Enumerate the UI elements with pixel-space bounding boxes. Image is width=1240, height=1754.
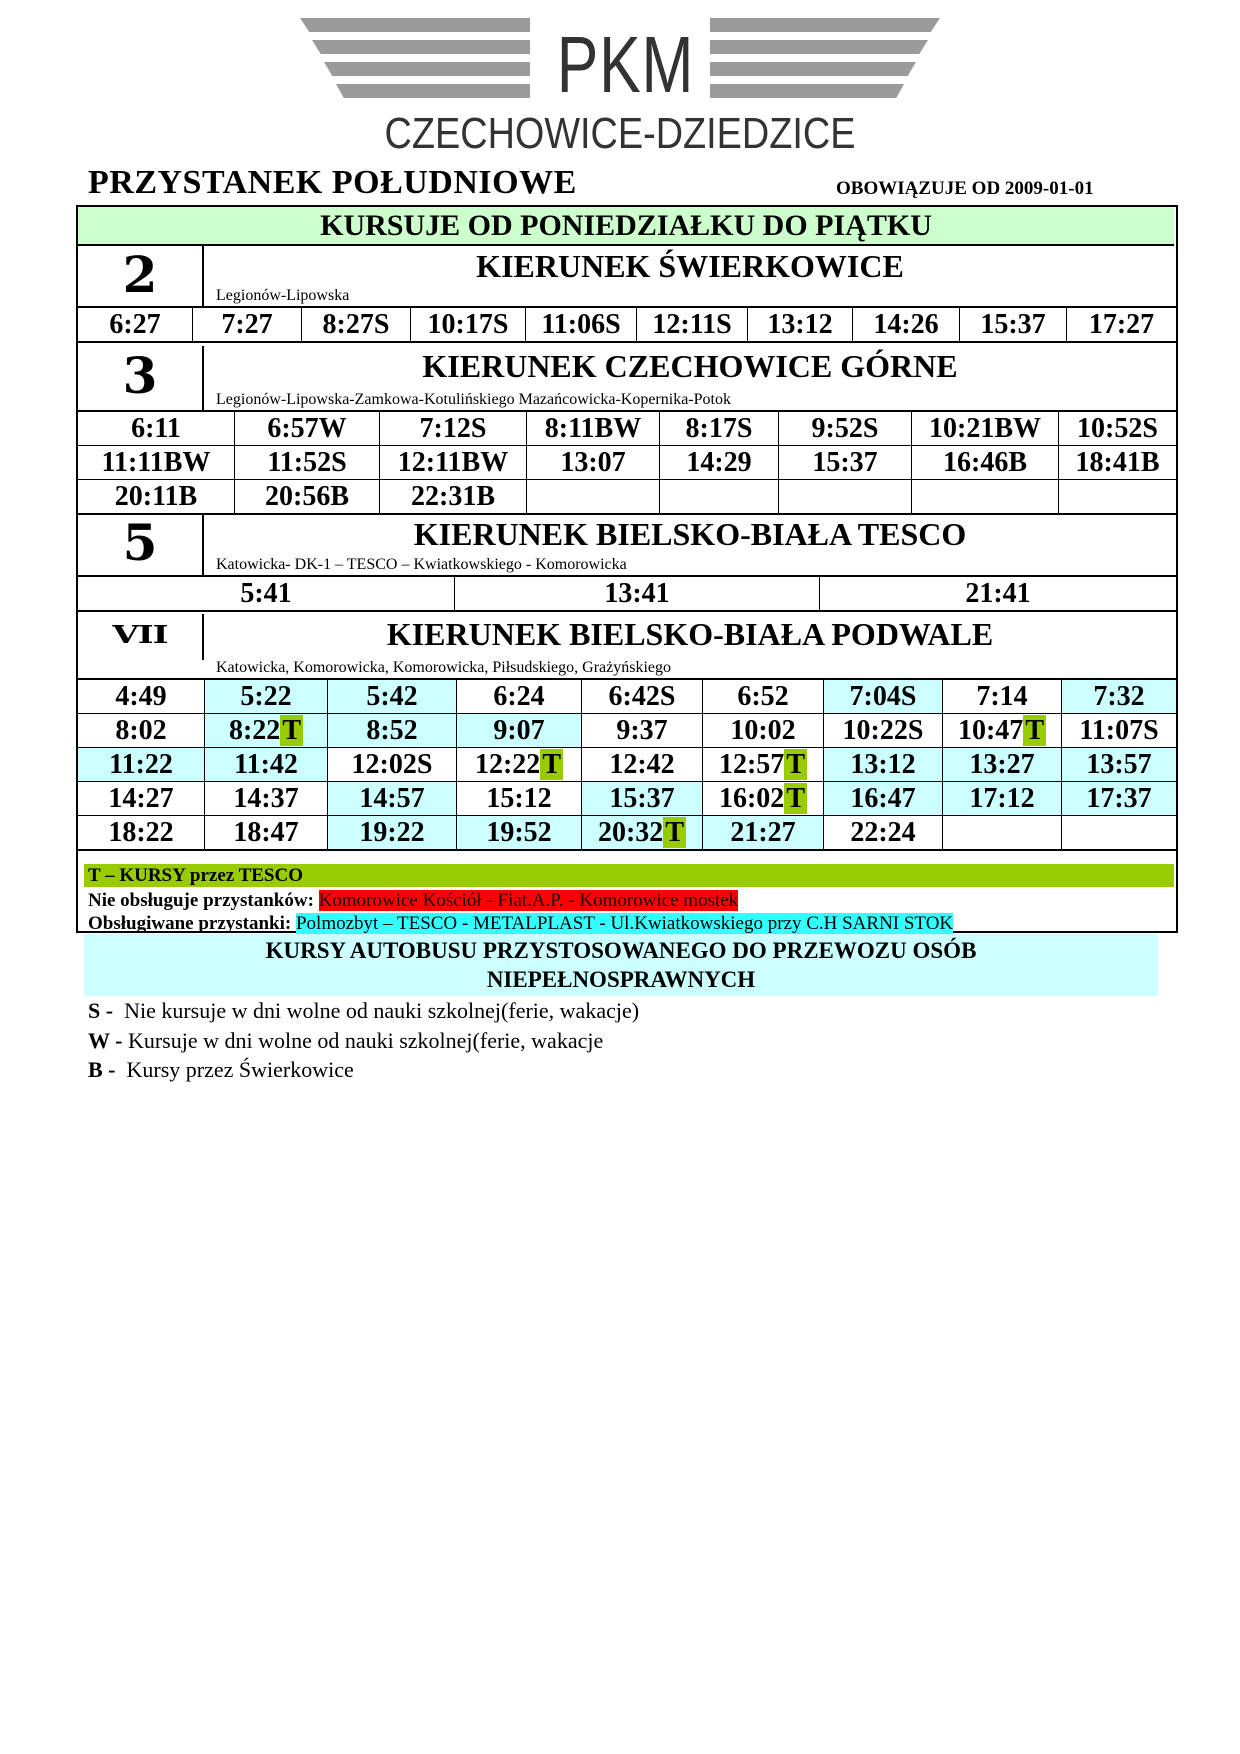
logo-stripe [300,18,530,32]
departures-table [78,308,1176,343]
departure-time [582,816,703,851]
line-header [78,614,1176,680]
logo-stripe [324,62,530,76]
time-value: 8:22 [228,715,281,746]
table-row [78,480,1176,515]
direction-title: KIERUNEK ŚWIERKOWICE [476,248,904,284]
departure-time: 13:12 [824,748,943,782]
departure-time: 17:12 [943,782,1062,816]
departure-time: 10:21BW [912,412,1059,446]
departure-time: 12:11BW [380,446,527,480]
departure-time: 7:12S [380,412,527,446]
line-vii-section [78,614,1176,848]
departure-time: 15:37 [779,446,912,480]
departure-time: 17:37 [1062,782,1177,816]
departure-time [703,748,824,782]
departure-time: 15:37 [960,308,1067,342]
departure-time: 7:04S [824,680,943,714]
tesco-marker: T [786,783,805,814]
departure-time: 6:24 [457,680,582,714]
departure-time: 20:11B [78,480,235,515]
direction-title: KIERUNEK BIELSKO-BIAŁA PODWALE [386,616,994,652]
line-2-section [78,245,1176,340]
departures-table [78,680,1176,851]
departure-time: 22:24 [824,816,943,851]
tesco-marker: T [1025,715,1044,746]
departure-time: 9:07 [457,714,582,748]
departure-time: 13:27 [943,748,1062,782]
departure-time: 11:06S [526,308,637,342]
departure-time: 19:22 [328,816,457,851]
route-description: Legionów-Lipowska-Zamkowa-Kotulińskiego Mazańcowicka-Kopernika-Potok [216,391,731,408]
accessible-line-2: NIEPEŁNOSPRAWNYCH [486,967,756,992]
departure-time: 12:42 [582,748,703,782]
direction-title: KIERUNEK CZECHOWICE GÓRNE [422,348,958,384]
departure-time: 6:42S [582,680,703,714]
direction-title: KIERUNEK BIELSKO-BIAŁA TESCO [413,516,967,552]
logo-stripe [710,62,916,76]
departure-time: 12:11S [637,308,748,342]
logo-text: PKM [556,20,695,109]
departure-time: 5:41 [78,577,455,611]
table-row [78,748,1176,782]
tesco-legend: T – KURSY przez TESCO [84,864,1174,887]
logo-stripe [710,40,928,54]
departure-time: 5:42 [328,680,457,714]
departure-time: 20:56B [235,480,380,515]
departure-time: 18:41B [1059,446,1177,480]
departure-time: 14:29 [660,446,779,480]
empty-cell [779,480,912,515]
tesco-marker: T [665,817,684,848]
note-key: S - [88,998,114,1023]
table-row [78,412,1176,446]
not-served-stops: Komorowice Kościół - Fiat.A.P. - Komorowice mostek [318,890,739,911]
time-value: 16:02 [718,783,785,814]
departure-time: 21:27 [703,816,824,851]
days-banner: KURSUJE OD PONIEDZIAŁKU DO PIĄTKU [78,207,1174,246]
line-number: 3 [78,346,204,410]
logo-stripe [336,84,530,98]
departure-time: 8:17S [660,412,779,446]
departure-time: 6:52 [703,680,824,714]
note-w [88,1028,603,1054]
departure-time: 11:22 [78,748,205,782]
departure-time: 8:27S [302,308,411,342]
departure-time: 17:27 [1067,308,1177,342]
note-b [88,1057,354,1083]
note-text: Kursy przez Świerkowice [115,1057,354,1082]
tesco-marker: T [542,749,561,780]
served-label: Obsługiwane przystanki: [88,913,292,934]
empty-cell [660,480,779,515]
departure-time: 6:11 [78,412,235,446]
empty-cell [1062,816,1177,851]
departure-time: 5:22 [205,680,328,714]
departure-time: 19:52 [457,816,582,851]
route-description: Legionów-Lipowska [216,287,350,304]
line-header [78,514,1176,577]
departure-time: 12:02S [328,748,457,782]
accessible-line-1: KURSY AUTOBUSU PRZYSTOSOWANEGO DO PRZEWOZU OSÓB [265,938,977,963]
table-row [78,714,1176,748]
departure-time: 13:41 [455,577,820,611]
departure-time: 6:27 [78,308,193,342]
departure-time: 15:37 [582,782,703,816]
departure-time: 14:26 [853,308,960,342]
empty-cell [943,816,1062,851]
departure-time: 8:52 [328,714,457,748]
departure-time: 22:31B [380,480,527,515]
note-text: Nie kursuje w dni wolne od nauki szkolnej(ferie, wakacje) [113,998,640,1023]
departure-time: 14:57 [328,782,457,816]
departures-table [78,577,1176,612]
line-number: 2 [78,246,204,306]
valid-from: OBOWIĄZUJE OD 2009-01-01 [836,178,1094,199]
logo-stripe [312,40,530,54]
departure-time [205,714,328,748]
table-row [78,816,1176,851]
departures-table [78,412,1176,515]
pkm-logo [300,18,940,158]
departure-time: 6:57W [235,412,380,446]
empty-cell [1059,480,1177,515]
departure-time: 16:46B [912,446,1059,480]
departure-time: 18:47 [205,816,328,851]
not-served-row [88,889,738,912]
line-header [78,346,1176,412]
line-number: VII [78,614,204,660]
departure-time: 7:27 [193,308,302,342]
departure-time: 11:42 [205,748,328,782]
table-row [78,782,1176,816]
time-value: 10:47 [957,715,1024,746]
empty-cell [527,480,660,515]
departure-time: 10:52S [1059,412,1177,446]
departure-time: 10:22S [824,714,943,748]
time-value: 12:57 [718,749,785,780]
departure-time: 11:11BW [78,446,235,480]
departure-time: 9:52S [779,412,912,446]
note-text: Kursuje w dni wolne od nauki szkolnej(ferie, wakacje [122,1028,604,1053]
logo-stripe [710,18,940,32]
table-row [78,308,1176,342]
table-row [78,680,1176,714]
not-served-label: Nie obsługuje przystanków: [88,890,314,911]
departure-time: 11:52S [235,446,380,480]
line-5-section [78,513,1176,609]
departure-time: 10:17S [411,308,526,342]
departure-time: 14:37 [205,782,328,816]
departure-time: 13:07 [527,446,660,480]
departure-time: 13:12 [748,308,853,342]
line-header [78,246,1176,308]
tesco-marker: T [282,715,301,746]
departure-time: 8:11BW [527,412,660,446]
departure-time: 11:07S [1062,714,1177,748]
route-description: Katowicka- DK-1 – TESCO – Kwiatkowskiego - Komorowicka [216,556,627,573]
departure-time: 18:22 [78,816,205,851]
tesco-marker: T [786,749,805,780]
served-stops: Polmozbyt – TESCO - METALPLAST - Ul.Kwiatkowskiego przy C.H SARNI STOK [295,913,954,934]
departure-time: 4:49 [78,680,205,714]
time-value: 12:22 [474,749,541,780]
departure-time: 15:12 [457,782,582,816]
note-key: B - [88,1057,116,1082]
departure-time: 14:27 [78,782,205,816]
time-value: 20:32 [597,817,664,848]
departure-time: 10:02 [703,714,824,748]
departure-time: 7:14 [943,680,1062,714]
departure-time [703,782,824,816]
line-3-section [78,346,1176,512]
departure-time: 8:02 [78,714,205,748]
logo-city: CZECHOWICE-DZIEDZICE [384,109,856,158]
route-description: Katowicka, Komorowicka, Komorowicka, Piłsudskiego, Grażyńskiego [216,659,672,676]
stop-title: PRZYSTANEK POŁUDNIOWE [88,164,577,201]
departure-time [943,714,1062,748]
departure-time: 16:47 [824,782,943,816]
departure-time: 7:32 [1062,680,1177,714]
served-row [88,912,953,935]
logo-stripe [710,84,904,98]
note-s [88,998,639,1024]
note-key: W - [88,1028,123,1053]
accessible-bus-note [84,934,1158,996]
table-row [78,577,1176,611]
departure-time: 13:57 [1062,748,1177,782]
departure-time: 9:37 [582,714,703,748]
departure-time [457,748,582,782]
departure-time: 21:41 [820,577,1177,611]
empty-cell [912,480,1059,515]
table-row [78,446,1176,480]
line-number: 5 [78,514,204,575]
